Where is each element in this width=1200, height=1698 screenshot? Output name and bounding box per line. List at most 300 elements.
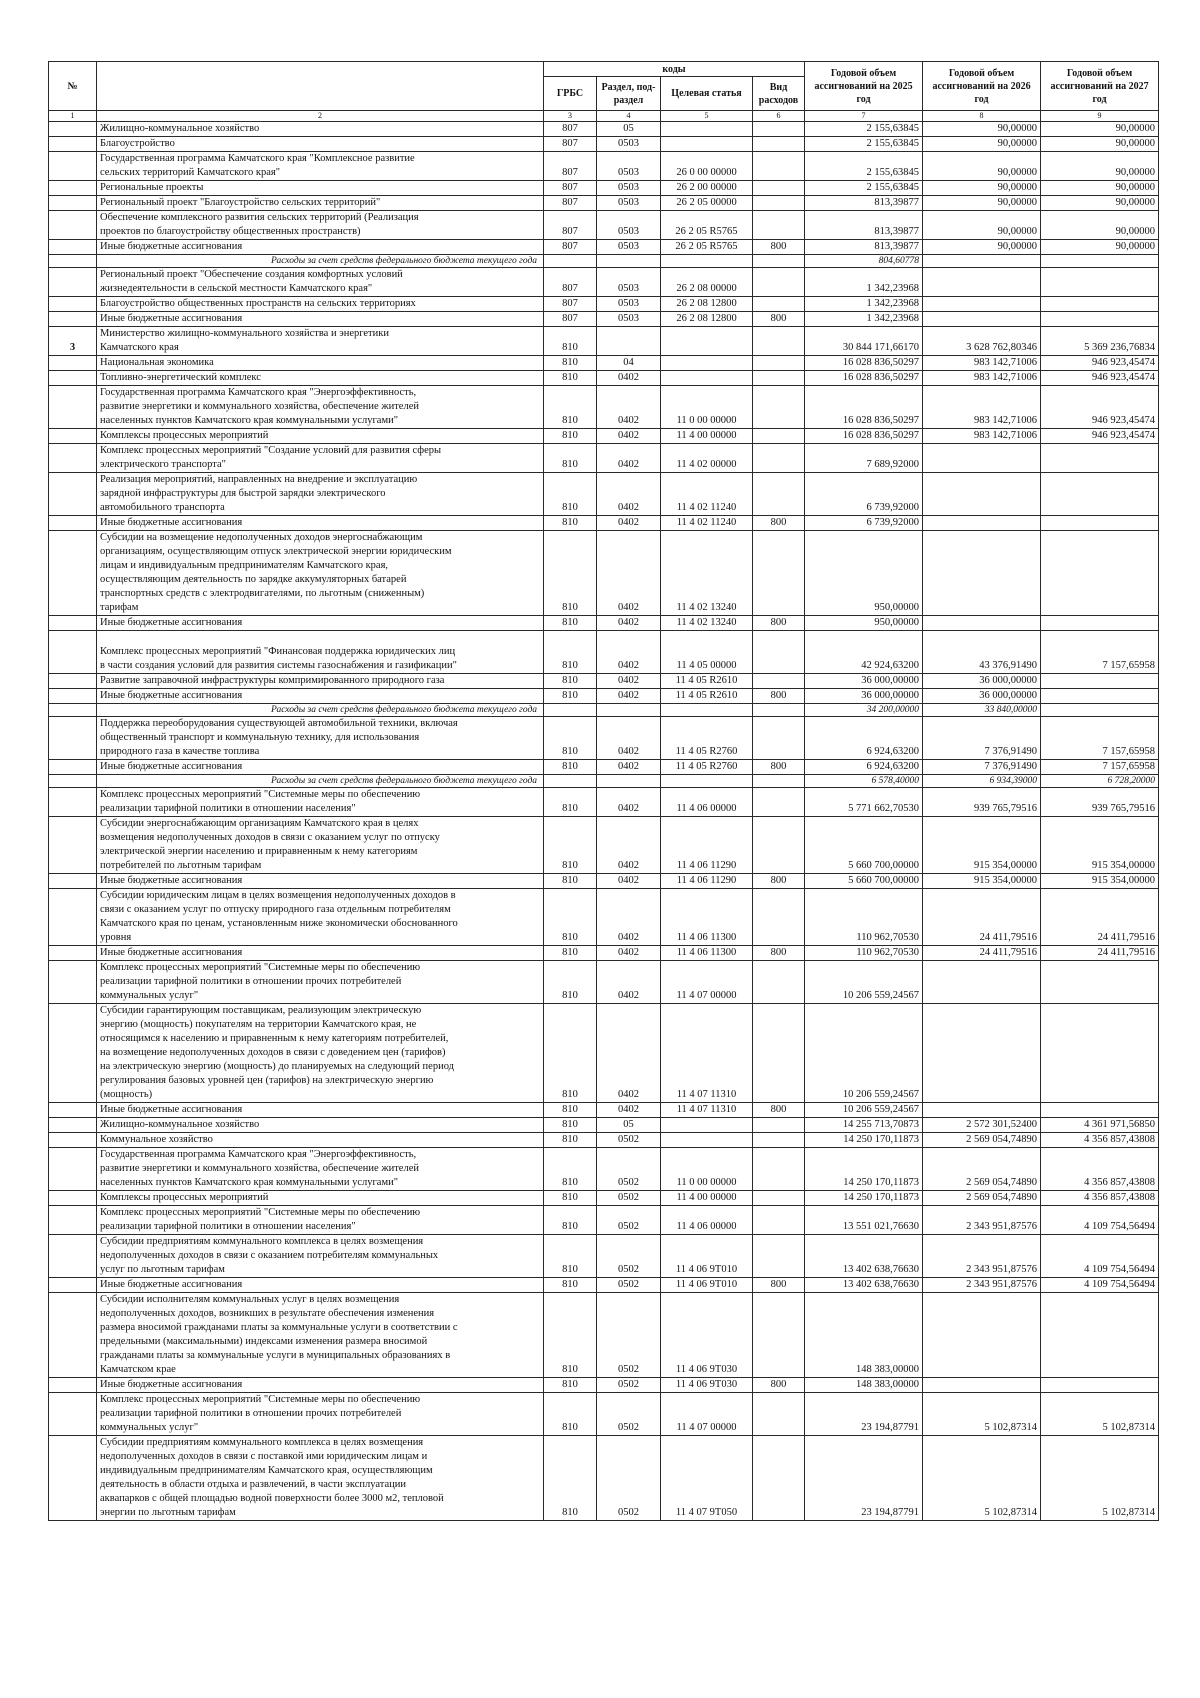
row-number <box>49 255 97 268</box>
row-name-line: недополученных доходов в связи с поставкой ими юридическим лицам и <box>100 1451 428 1462</box>
table-row <box>49 1191 1159 1206</box>
expense-type-code <box>753 122 805 137</box>
row-name-line: реализации тарифной политики в отношении населения" <box>100 803 356 814</box>
amount-2027: 90,00000 <box>1041 181 1159 196</box>
row-name-line: гражданами платы за коммунальные услуги в муниципальных образованиях в <box>100 1350 451 1361</box>
column-number: 3 <box>544 111 597 122</box>
grbs-code: 810 <box>544 1235 597 1278</box>
amount-2026 <box>923 1378 1041 1393</box>
row-name-line: Расходы за счет средств федерального бюджета текущего года <box>271 256 537 266</box>
table-row <box>49 196 1159 211</box>
row-name <box>97 704 544 717</box>
amount-2026: 915 354,00000 <box>923 817 1041 874</box>
section-code: 0402 <box>597 874 661 889</box>
row-number <box>49 473 97 516</box>
row-number <box>49 444 97 473</box>
section-code: 05 <box>597 1118 661 1133</box>
table-body <box>49 122 1159 1521</box>
table-row <box>49 297 1159 312</box>
row-name-line: Субсидии гарантирующим поставщикам, реализующим электрическую <box>100 1005 422 1016</box>
grbs-code: 810 <box>544 473 597 516</box>
amount-2026: 915 354,00000 <box>923 874 1041 889</box>
amount-2027 <box>1041 1378 1159 1393</box>
grbs-code <box>544 255 597 268</box>
row-name <box>97 1133 544 1148</box>
amount-2025: 950,00000 <box>805 616 923 631</box>
row-name-line: Благоустройство общественных пространств на сельских территориях <box>100 298 416 309</box>
row-name-line: Иные бюджетные ассигнования <box>100 690 243 701</box>
expense-type-code: 800 <box>753 1378 805 1393</box>
row-number <box>49 137 97 152</box>
column-number: 7 <box>805 111 923 122</box>
table-row <box>49 1278 1159 1293</box>
table-row <box>49 1148 1159 1191</box>
amount-2025: 30 844 171,66170 <box>805 327 923 356</box>
expense-type-code <box>753 444 805 473</box>
table-row <box>49 674 1159 689</box>
amount-2027 <box>1041 1004 1159 1103</box>
expense-type-code <box>753 788 805 817</box>
table-row <box>49 689 1159 704</box>
grbs-code: 810 <box>544 1191 597 1206</box>
target-article-code: 11 4 00 00000 <box>661 429 753 444</box>
amount-2026 <box>923 516 1041 531</box>
table-row <box>49 717 1159 760</box>
grbs-code: 807 <box>544 312 597 327</box>
table-row <box>49 961 1159 1004</box>
row-name-line: Комплекс процессных мероприятий "Финансовая поддержка юридических лиц <box>100 646 456 657</box>
row-name-line: Иные бюджетные ассигнования <box>100 875 243 886</box>
amount-2025: 16 028 836,50297 <box>805 386 923 429</box>
amount-2027: 6 728,20000 <box>1041 775 1159 788</box>
amount-2027: 946 923,45474 <box>1041 429 1159 444</box>
amount-2025: 110 962,70530 <box>805 946 923 961</box>
row-name-line: связи с оказанием услуг по отпуску природного газа отдельным потребителям <box>100 904 451 915</box>
amount-2025: 23 194,87791 <box>805 1393 923 1436</box>
amount-2027: 5 102,87314 <box>1041 1393 1159 1436</box>
amount-2027 <box>1041 674 1159 689</box>
grbs-code: 807 <box>544 268 597 297</box>
row-name-line: деятельность в области отдыха и развлечений, в части эксплуатации <box>100 1479 406 1490</box>
row-name-line: недополученных доходов, возникших в результате обеспечения изменения <box>100 1308 435 1319</box>
grbs-code: 807 <box>544 240 597 255</box>
amount-2025: 36 000,00000 <box>805 689 923 704</box>
amount-2025: 16 028 836,50297 <box>805 429 923 444</box>
row-name <box>97 137 544 152</box>
expense-type-code: 800 <box>753 240 805 255</box>
row-name-line: Комплекс процессных мероприятий "Системные меры по обеспечению <box>100 789 421 800</box>
target-article-code: 11 4 02 13240 <box>661 531 753 616</box>
row-name-line: Иные бюджетные ассигнования <box>100 313 243 324</box>
grbs-code: 810 <box>544 1278 597 1293</box>
row-name <box>97 1103 544 1118</box>
target-article-code: 26 2 05 R5765 <box>661 211 753 240</box>
row-name <box>97 1206 544 1235</box>
row-name-line: тарифам <box>100 602 139 613</box>
row-name-line: Комплексы процессных мероприятий <box>100 1192 269 1203</box>
target-article-code: 26 2 08 12800 <box>661 297 753 312</box>
expense-type-code <box>753 817 805 874</box>
target-article-code: 11 4 06 11290 <box>661 874 753 889</box>
grbs-code: 807 <box>544 181 597 196</box>
row-name <box>97 1235 544 1278</box>
row-name-line: Камчатском крае <box>100 1364 176 1375</box>
amount-2026: 939 765,79516 <box>923 788 1041 817</box>
row-name-line: Субсидии на возмещение недополученных доходов энергоснабжающим <box>100 532 423 543</box>
amount-2027: 7 157,65958 <box>1041 631 1159 674</box>
row-name-line: коммунальных услуг" <box>100 990 199 1001</box>
amount-2026 <box>923 961 1041 1004</box>
amount-2027 <box>1041 961 1159 1004</box>
section-code: 0503 <box>597 268 661 297</box>
table-row <box>49 1293 1159 1378</box>
row-name-line: Комплекс процессных мероприятий "Создание условий для развития сферы <box>100 445 442 456</box>
table-row <box>49 1378 1159 1393</box>
target-article-code: 11 4 06 9Т030 <box>661 1293 753 1378</box>
row-name-line: на возмещение недополученных доходов в связи с доведением цен (тарифов) <box>100 1047 446 1058</box>
amount-2026: 24 411,79516 <box>923 946 1041 961</box>
table-row <box>49 473 1159 516</box>
row-name-line: Комплекс процессных мероприятий "Системные меры по обеспечению <box>100 1394 421 1405</box>
expense-type-code <box>753 211 805 240</box>
row-name-line: Благоустройство <box>100 138 175 149</box>
table-row <box>49 817 1159 874</box>
target-article-code <box>661 122 753 137</box>
amount-2027 <box>1041 1103 1159 1118</box>
amount-2025: 42 924,63200 <box>805 631 923 674</box>
table-row <box>49 704 1159 717</box>
expense-type-code <box>753 1004 805 1103</box>
amount-2027 <box>1041 1293 1159 1378</box>
row-name-line: осуществляющим деятельность по зарядке аккумуляторных батарей <box>100 574 407 585</box>
amount-2025: 6 739,92000 <box>805 516 923 531</box>
row-name-line: транспортных средств с электродвигателями, по льготным (сниженным) <box>100 588 425 599</box>
amount-2027: 90,00000 <box>1041 240 1159 255</box>
grbs-code: 810 <box>544 874 597 889</box>
row-number <box>49 631 97 674</box>
row-name <box>97 616 544 631</box>
section-code: 0502 <box>597 1206 661 1235</box>
expense-type-code <box>753 152 805 181</box>
row-name-line: лицам и индивидуальным предпринимателям Камчатского края, <box>100 560 389 571</box>
target-article-code: 11 4 06 11300 <box>661 946 753 961</box>
section-code: 0402 <box>597 674 661 689</box>
budget-sheet <box>48 61 1158 1521</box>
grbs-code: 810 <box>544 717 597 760</box>
target-article-code: 11 4 06 11300 <box>661 889 753 946</box>
row-number <box>49 1278 97 1293</box>
amount-2027: 4 109 754,56494 <box>1041 1235 1159 1278</box>
row-name-line: Комплекс процессных мероприятий "Системные меры по обеспечению <box>100 962 421 973</box>
grbs-code: 810 <box>544 1004 597 1103</box>
row-name <box>97 356 544 371</box>
column-number: 2 <box>97 111 544 122</box>
row-number <box>49 674 97 689</box>
target-article-code <box>661 1118 753 1133</box>
table-row <box>49 386 1159 429</box>
table-row <box>49 1004 1159 1103</box>
row-name-line: Поддержка переоборудования существующей автомобильной техники, включая <box>100 718 458 729</box>
amount-2025: 16 028 836,50297 <box>805 356 923 371</box>
amount-2027: 24 411,79516 <box>1041 946 1159 961</box>
row-number <box>49 775 97 788</box>
header-name <box>97 62 544 111</box>
row-name <box>97 1191 544 1206</box>
row-name <box>97 1393 544 1436</box>
row-name-line: проектов по благоустройству общественных пространств) <box>100 226 361 237</box>
row-number <box>49 946 97 961</box>
table-row <box>49 312 1159 327</box>
row-name <box>97 240 544 255</box>
row-name-line: Коммунальное хозяйство <box>100 1134 213 1145</box>
section-code: 0502 <box>597 1278 661 1293</box>
row-name-line: Иные бюджетные ассигнования <box>100 1104 243 1115</box>
amount-2025: 13 402 638,76630 <box>805 1235 923 1278</box>
section-code: 0402 <box>597 386 661 429</box>
row-name-line: развитие энергетики и коммунального хозяйства, обеспечение жителей <box>100 401 419 412</box>
amount-2025: 5 771 662,70530 <box>805 788 923 817</box>
row-name-line: в части создания условий для развития системы газоснабжения и газификации" <box>100 660 457 671</box>
row-number <box>49 704 97 717</box>
target-article-code: 11 4 07 11310 <box>661 1004 753 1103</box>
amount-2027 <box>1041 531 1159 616</box>
section-code: 0503 <box>597 297 661 312</box>
row-name <box>97 1148 544 1191</box>
amount-2025: 14 255 713,70873 <box>805 1118 923 1133</box>
amount-2025: 7 689,92000 <box>805 444 923 473</box>
row-name-line: Субсидии предприятиям коммунального комплекса в целях возмещения <box>100 1236 424 1247</box>
row-name-line: недополученных доходов в связи с оказанием потребителям коммунальных <box>100 1250 439 1261</box>
grbs-code: 807 <box>544 297 597 312</box>
expense-type-code: 800 <box>753 1278 805 1293</box>
grbs-code: 810 <box>544 386 597 429</box>
column-number: 4 <box>597 111 661 122</box>
row-number <box>49 1004 97 1103</box>
column-number: 8 <box>923 111 1041 122</box>
amount-2027 <box>1041 473 1159 516</box>
target-article-code: 26 2 00 00000 <box>661 181 753 196</box>
row-number <box>49 1148 97 1191</box>
row-number <box>49 817 97 874</box>
expense-type-code: 800 <box>753 616 805 631</box>
row-name-line: Иные бюджетные ассигнования <box>100 1279 243 1290</box>
table-row <box>49 889 1159 946</box>
target-article-code: 11 4 00 00000 <box>661 1191 753 1206</box>
row-name <box>97 152 544 181</box>
target-article-code <box>661 356 753 371</box>
grbs-code: 810 <box>544 356 597 371</box>
row-name-line: Комплекс процессных мероприятий "Системные меры по обеспечению <box>100 1207 421 1218</box>
amount-2027: 90,00000 <box>1041 122 1159 137</box>
amount-2025: 813,39877 <box>805 211 923 240</box>
target-article-code <box>661 1133 753 1148</box>
row-name-line: относящимся к населению и приравненным к нему категориям потребителей, <box>100 1033 449 1044</box>
grbs-code: 810 <box>544 444 597 473</box>
amount-2027: 7 157,65958 <box>1041 717 1159 760</box>
amount-2026: 983 142,71006 <box>923 429 1041 444</box>
expense-type-code <box>753 1148 805 1191</box>
grbs-code: 810 <box>544 371 597 386</box>
row-number <box>49 312 97 327</box>
row-number <box>49 1378 97 1393</box>
section-code <box>597 327 661 356</box>
table-row <box>49 516 1159 531</box>
row-name-line: регулирования базовых уровней цен (тарифов) на электрическую энергию <box>100 1075 434 1086</box>
table-row <box>49 255 1159 268</box>
grbs-code: 807 <box>544 152 597 181</box>
amount-2027: 946 923,45474 <box>1041 356 1159 371</box>
table-row <box>49 240 1159 255</box>
amount-2026: 2 569 054,74890 <box>923 1191 1041 1206</box>
row-name-line: населенных пунктов Камчатского края коммунальными услугами" <box>100 415 398 426</box>
grbs-code: 810 <box>544 674 597 689</box>
amount-2026: 36 000,00000 <box>923 689 1041 704</box>
amount-2027 <box>1041 704 1159 717</box>
section-code: 0502 <box>597 1436 661 1521</box>
row-name-line: аквапарков с общей площадью водной поверхности более 3000 м2, тепловой <box>100 1493 444 1504</box>
column-number: 5 <box>661 111 753 122</box>
amount-2025: 10 206 559,24567 <box>805 961 923 1004</box>
row-name-line: Иные бюджетные ассигнования <box>100 1379 243 1390</box>
grbs-code: 810 <box>544 616 597 631</box>
row-name <box>97 717 544 760</box>
header-year-2027: Годовой объем ассигнований на 2027 год <box>1041 62 1159 111</box>
target-article-code: 11 4 06 00000 <box>661 1206 753 1235</box>
expense-type-code <box>753 356 805 371</box>
row-name-line: автомобильного транспорта <box>100 502 225 513</box>
row-name-line: Государственная программа Камчатского края "Энергоэффективность, <box>100 1149 417 1160</box>
amount-2025: 10 206 559,24567 <box>805 1004 923 1103</box>
row-name-line: населенных пунктов Камчатского края коммунальными услугами" <box>100 1177 398 1188</box>
expense-type-code: 800 <box>753 874 805 889</box>
target-article-code: 11 4 05 R2760 <box>661 760 753 775</box>
section-code: 0402 <box>597 1004 661 1103</box>
row-number <box>49 429 97 444</box>
amount-2026: 5 102,87314 <box>923 1436 1041 1521</box>
table-row <box>49 152 1159 181</box>
expense-type-code <box>753 473 805 516</box>
amount-2027: 946 923,45474 <box>1041 371 1159 386</box>
section-code: 0402 <box>597 817 661 874</box>
row-name-line: Министерство жилищно-коммунального хозяйства и энергетики <box>100 328 389 339</box>
header-target-article: Целевая статья <box>661 77 753 111</box>
section-code: 0502 <box>597 1378 661 1393</box>
row-name-line: Субсидии исполнителям коммунальных услуг в целях возмещения <box>100 1294 400 1305</box>
row-name-line: Жилищно-коммунальное хозяйство <box>100 1119 260 1130</box>
row-name <box>97 516 544 531</box>
target-article-code <box>661 137 753 152</box>
amount-2026 <box>923 473 1041 516</box>
row-name-line: зарядной инфраструктуры для быстрой зарядки электрического <box>100 488 386 499</box>
grbs-code: 810 <box>544 631 597 674</box>
grbs-code <box>544 704 597 717</box>
row-number <box>49 1436 97 1521</box>
row-name-line: размера вносимой гражданами платы за коммунальные услуги в соответствии с <box>100 1322 458 1333</box>
grbs-code: 810 <box>544 1103 597 1118</box>
amount-2025: 6 739,92000 <box>805 473 923 516</box>
amount-2025: 2 155,63845 <box>805 181 923 196</box>
amount-2025: 950,00000 <box>805 531 923 616</box>
header-expense-type: Вид расходов <box>753 77 805 111</box>
row-name-line: Государственная программа Камчатского края "Энергоэффективность, <box>100 387 417 398</box>
amount-2025: 23 194,87791 <box>805 1436 923 1521</box>
row-name <box>97 1293 544 1378</box>
target-article-code: 11 4 02 13240 <box>661 616 753 631</box>
amount-2025: 813,39877 <box>805 240 923 255</box>
row-number <box>49 516 97 531</box>
expense-type-code <box>753 137 805 152</box>
amount-2026: 90,00000 <box>923 196 1041 211</box>
amount-2027: 90,00000 <box>1041 211 1159 240</box>
row-number <box>49 1206 97 1235</box>
amount-2026: 2 343 951,87576 <box>923 1235 1041 1278</box>
row-name-line <box>100 631 540 645</box>
grbs-code: 810 <box>544 1436 597 1521</box>
expense-type-code <box>753 717 805 760</box>
expense-type-code <box>753 371 805 386</box>
target-article-code: 11 4 06 9Т010 <box>661 1278 753 1293</box>
row-name-line: энергии по льготным тарифам <box>100 1507 236 1518</box>
amount-2026 <box>923 531 1041 616</box>
grbs-code: 810 <box>544 961 597 1004</box>
amount-2027: 915 354,00000 <box>1041 874 1159 889</box>
grbs-code: 810 <box>544 1118 597 1133</box>
grbs-code: 810 <box>544 689 597 704</box>
row-number <box>49 1103 97 1118</box>
table-row <box>49 429 1159 444</box>
grbs-code: 807 <box>544 137 597 152</box>
amount-2025: 148 383,00000 <box>805 1378 923 1393</box>
row-name <box>97 327 544 356</box>
grbs-code: 810 <box>544 1148 597 1191</box>
row-number <box>49 689 97 704</box>
amount-2027: 4 361 971,56850 <box>1041 1118 1159 1133</box>
row-name-line: Расходы за счет средств федерального бюджета текущего года <box>271 705 537 715</box>
row-name <box>97 760 544 775</box>
row-name-line: Иные бюджетные ассигнования <box>100 761 243 772</box>
row-name <box>97 1378 544 1393</box>
expense-type-code <box>753 531 805 616</box>
section-code: 0402 <box>597 889 661 946</box>
section-code: 0402 <box>597 717 661 760</box>
amount-2025: 5 660 700,00000 <box>805 817 923 874</box>
target-article-code: 11 4 06 9Т010 <box>661 1235 753 1278</box>
grbs-code: 810 <box>544 516 597 531</box>
row-number <box>49 760 97 775</box>
grbs-code: 810 <box>544 889 597 946</box>
amount-2025: 2 155,63845 <box>805 152 923 181</box>
row-number <box>49 386 97 429</box>
row-number <box>49 1235 97 1278</box>
section-code: 0503 <box>597 211 661 240</box>
grbs-code: 810 <box>544 1393 597 1436</box>
row-name <box>97 788 544 817</box>
amount-2026 <box>923 312 1041 327</box>
section-code <box>597 255 661 268</box>
amount-2025: 1 342,23968 <box>805 312 923 327</box>
amount-2026 <box>923 268 1041 297</box>
row-name <box>97 312 544 327</box>
row-number <box>49 297 97 312</box>
section-code: 0402 <box>597 531 661 616</box>
row-number <box>49 356 97 371</box>
table-row <box>49 1393 1159 1436</box>
row-name-line: предельными (максимальными) индексами изменения размера вносимой <box>100 1336 428 1347</box>
table-row <box>49 1133 1159 1148</box>
row-name-line: жизнедеятельности в сельской местности Камчатского края" <box>100 283 373 294</box>
amount-2026: 90,00000 <box>923 152 1041 181</box>
section-code: 0402 <box>597 429 661 444</box>
